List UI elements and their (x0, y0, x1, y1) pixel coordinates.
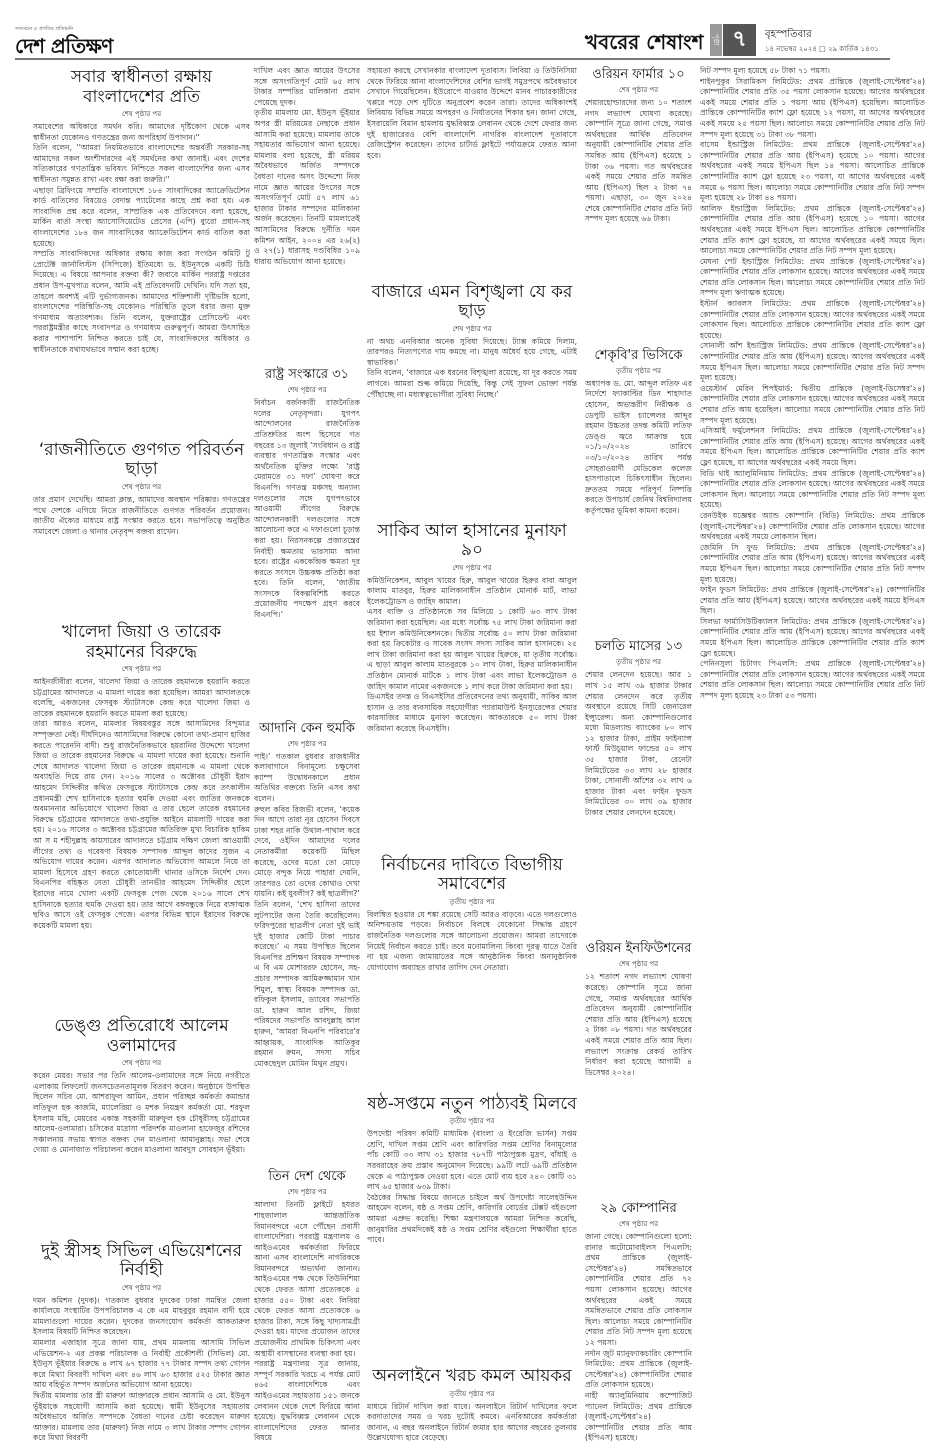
news-article (585, 66, 692, 225)
article-paragraph: এসিআই ফর্মুলেশনস লিমিটেড: প্রথম প্রান্তিকে (জুলাই-সেপ্টেম্বর'২৪) কোম্পানিটির শেয়ার প্রতি আয় (ইপিএস) হয়েছে। আগের অর্থবছরের একই সময়ে ইপিএস ছিল। আলোচিত প্রান্তিকে কোম্পানিটির শেয়ার প্রতি ক্যাশ ফ্লো হয়েছে, যা আগের অর্থবছরের একই সময়ে ছিল। (700, 426, 925, 467)
article-headline: আদানি কেন হুমকি (259, 720, 355, 736)
article-paragraph: দ্বিতীয় মামলায় তার স্ত্রী মারুফা আক্তারকে প্রধান আসামি ও মো. ইউনুস ভূঁইয়াকে সহযোগী আসামি করা হয়েছে। স্বামী ইউনুসের সহায়তায় অবৈধভাবে অর্জিত সম্পদকে বৈধতা দানের চেষ্টা করেছেন মারুফা আক্তার। মামলায় তার (মারুফা) নিজ নামে ৩ লাখ টাকার সম্পদ গোপন করে মিথ্যা বিবরণী (33, 1391, 250, 1443)
article-headline: ওরিয়ন ফার্মার ১০ (592, 67, 685, 82)
continued-from-label: তৃতীয় পৃষ্ঠার পর (616, 658, 661, 667)
news-article (33, 1015, 250, 1156)
article-continuation (254, 66, 360, 267)
continued-from-label: শেষ পৃষ্ঠার পর (452, 324, 492, 333)
news-article (33, 66, 250, 355)
article-paragraph: নাহী অ্যালুমিনিয়াম কম্পোজিট প্যানেল লিমিটেড: প্রথম প্রান্তিকে (জুলাই-সেপ্টেম্বর'২৪) কোম্পানিটির শেয়ার প্রতি আয় (ইপিএস) হয়েছে। (585, 1391, 692, 1443)
article-continuation (700, 66, 925, 702)
article-paragraph: পাই।’ গতকাল বুধবার রাজধানীর কলাবাগানে বিনামূল্যে চক্ষুসেবা ক্যাম্প উদ্বোধনকালে প্রধান অতিথির বক্তব্যে তিনি এসব কথা বলেন। (254, 751, 360, 803)
article-paragraph: ১২ শতাংশ নগদ লভ্যাংশ ঘোষণা করেছে। কোম্পানি সূত্রে জানা গেছে, সমাপ্ত অর্থবছরের আর্থিক প্রতিবেদন অনুযায়ী কোম্পানিটির শেয়ার প্রতি আয় (ইপিএস) হয়েছে ২ টাকা ০৮ পয়সা। গত অর্থবছরের একই সময়ে শেয়ার প্রতি আয় ছিল। লভ্যাংশ সংক্রান্ত রেকর্ড তারিখ নির্ধারণ করা হয়েছে আগামী ৪ ডিসেম্বর ২০২৪। (585, 972, 692, 1077)
article-paragraph: তিনি বলেন, ''আমরা নিয়মিতভাবে বাংলাদেশের অন্তর্বর্তী সরকার-সহ আমাদের সকল অংশীদারদের এই সমর্থনের কথা জানাই। এবং দেশের সত্যিকারের গণতান্ত্রিক ভবিষ্যৎ নিশ্চিতে সকল বাংলাদেশির জন্য এসব স্বাধীনতা সমুন্নত রাখা এবং রক্ষা করা জরুরি।'' (33, 143, 250, 185)
article-paragraph: তারা আরও বলেন, মামলার বিষয়বস্তুর সঙ্গে আসামিদের বিন্দুমাত্র সম্পৃক্ততা নেই। দীর্ঘদিনেও আসামিদের বিরুদ্ধে কোনো তথ্য-প্রমাণ হাজির করতে পারেননি বাদী। শুধু রাজনৈতিকভাবে হয়রানির উদ্দেশ্যে খালেদা জিয়া ও তারেক রহমানের বিরুদ্ধে এ মামলা দায়ের করা হয়েছে। শুনানি শেষে আদালত খালেদা জিয়া ও তারেক রহমানকে এ মামলা থেকে অব্যাহতি দিয়ে রায় দেন। ২০১৬ সালের ৩ অক্টোবর চৌধুরী ইরাদ আহমেদ সিদ্দিকীর কথিত ফেসবুকে স্ট্যাটাসকে কেন্দ্র করে তৎকালীন প্রধানমন্ত্রী শেখ হাসিনাকে হত্যার হুমকি দেওয়া এবং জাতির জনককে অবমাননার অভিযোগে খালেদা জিয়া ও তার ছেলে তারেক রহমানের বিরুদ্ধে চট্টগ্রামের আদালতে তথ্য-প্রযুক্তি আইনে মামলাটি দায়ের করা হয়। ২০১৬ সালের ৩ অক্টোবর চট্টগ্রামের অতিরিক্ত মুখ্য বিচারিক হাকিম আ স ম শহীদুল্লাহ কায়সারের আদালতে চট্টগ্রাম দক্ষিণ জেলা আওয়ামী লীগের তথ্য ও গবেষণা বিষয়ক সম্পাদক আব্দুল কাদের সুজন এ অভিযোগ দায়ের করেন। এরপর আদালত অভিযোগ আমলে নিয়ে তা মামলা হিসেবে গ্রহণ করতে কোতোয়ালী থানার ওসিকে নির্দেশ দেন। বিএনপির বহিষ্কৃত নেতা চৌধুরী তানভীর আহমেদ সিদ্দিকীর ছেলে ইরাদের নামে খোলা একটি ফেসবুক পেজ থেকে ২০১৬ সালে শেখ হাসিনাকে হত্যার হুমকি দেওয়া হয়। তার আগে বঙ্গবন্ধুকে নিয়ে ব্যঙ্গাত্মক ছবিও আসে ওই ফেসবুক পেজে। এরপর বিভিন্ন স্থানে ইরাদের বিরুদ্ধে কয়েকটি মামলা হয়। (33, 719, 250, 930)
article-headline: দুই স্ত্রীসহ সিভিল এভিয়েশনের নির্বাহী (41, 1240, 242, 1281)
article-headline: ডেঙ্গু প্রতিরোধে আলেম ওলামাদের (54, 1016, 229, 1056)
article-paragraph: সমাবেশের অধিকারে সমর্থন করি। আমাদের দৃষ্টিকোণ থেকে এসব স্বাধীনতা যেকোনও গণতন্ত্রের জন্য অপরিহার্য উপাদান।'' (33, 122, 250, 142)
article-paragraph: মাধ্যমে রিটার্ন দাখিল করা যাবে। অনলাইনে রিটার্ন দাখিলের ফলে করদাতাদের সময় ও খরচ দুটোই কমবে। এনবিআরের কর্মকর্তারা জানান, এ বছর অনলাইনে রিটার্ন জমার হার আগের বছরের তুলনায় উল্লেখযোগ্য হারে বেড়েছে। (367, 1401, 577, 1443)
column-1 (33, 66, 250, 1444)
masthead (15, 24, 890, 56)
news-article (367, 1365, 577, 1444)
article-paragraph: সহায়তা করছে সেখানকার বাংলাদেশ দূতাবাস। লিবিয়া ও তিউনিসিয়া থেকে ফিরিয়ে আনা বাংলাদেশিদের বেশির ভাগই সমুদ্রপথে অবৈধভাবে সেখানে গিয়েছিলেন। ইউরোপে যাওয়ার উদ্দেশে মানব পাচারকারীদের খপ্পরে পড়ে দেশ দুটিতে অনুপ্রবেশ করেন তারা। তাদের অধিকাংশই লিবিয়ায় বিভিন্ন সময়ে অপহরণ ও নির্যাতনের শিকার হন। জানা গেছে, ইসরায়েলি বিমান হামলায় যুদ্ধবিধ্বস্ত লেবানন থেকে দেশে ফেরার জন্য দুই হাজারেরও বেশি বাংলাদেশি নাগরিক বাংলাদেশ দূতাবাসে রেজিস্ট্রেশন করেছেন। তাদের চার্টার্ড ফ্লাইটে পর্যায়ক্রমে ফেরত আনা হবে। (367, 66, 577, 160)
article-paragraph: নির্বাচন বর্জনকারী রাজনৈতিক দলের নেতৃবৃন্দরা। যুগপৎ আন্দোলনের রাজনৈতিক প্রতিশ্রুতির অংশ হিসেবে গত বছরের ১৩ জুলাই ‘সংবিধান ও রাষ্ট্র ব্যবস্থার গণতান্ত্রিক সংস্কার এবং অর্থনৈতিক মুক্তির লক্ষ্যে ‘রাষ্ট্র মেরামতে ৩১ দফা’ ঘোষণা করে বিএনপি। গণতন্ত্র মঞ্চসহ অন্যান্য দলগুলোর সঙ্গে যুগপৎভাবে আওয়ামী লীগের বিরুদ্ধে আন্দোলনকারী দলগুলোর সঙ্গে আলোচনা করে এ দফাগুলো চূড়ান্ত করা হয়। নিরসনকল্পে প্রজাতন্ত্রের নির্বাহী ক্ষমতায় ভারসাম্য আনা হবে। রাষ্ট্রের এককেন্দ্রিক ক্ষমতা দূর করতে সংসদে উচ্চকক্ষ প্রতিষ্ঠা করা হবে। তিনি বলেন, ‘জাতীয় সংসদকে বিকল্পবিশিষ্ট করতে প্রয়োজনীয় পদক্ষেপ গ্রহণ করবে বিএনপি।’ (254, 398, 360, 620)
news-article (33, 1240, 250, 1444)
news-article (254, 720, 360, 1070)
article-paragraph: এসব ব্যক্তি ও প্রতিষ্ঠানকে সব মিলিয়ে ১ কোটি ৬৩ লাখ টাকা জরিমানা করা হয়েছিল। এর মধ্যে সর্বোচ্চ ৭৫ লাখ টাকা জরিমানা করা হয় ইশাল কমিউনিকেশনকে। দ্বিতীয় সর্বোচ্চ ৫০ লাখ টাকা জরিমানা করা হয় ক্রিকেটার ও সাবেক সংসদ সদস্য সাকিব আল হাসানকে। ২৫ লাখ টাকা জরিমানা করা হয় আবুল খায়ের হিরুকে, যা তৃতীয় সর্বোচ্চ। এ ছাড়া আবুল কালাম মাতবুরকে ১০ লাখ টাকা, হিরুর মালিকানাধীন প্রতিষ্ঠান মোনার্ক মার্টকে ১ লাখ টাকা এবং লাভা ইলেকট্রোডস ও জাহিদ কামাল নামের একজনকে ১ লাখ করে টাকা জরিমানা করা হয়। (367, 607, 577, 691)
continued-from-label: শেষ পৃষ্ঠার পর (618, 960, 659, 969)
article-paragraph: শেয়ারহোল্ডারদের জন্য ১০ শতাংশ নগদ লভ্যাংশ ঘোষণা করেছে। কোম্পানি সূত্রে জানা গেছে, সমাপ্ত অর্থবছরের আর্থিক প্রতিবেদন অনুযায়ী কোম্পানিটির শেয়ার প্রতি সমন্বিত আয় (ইপিএস) হয়েছে ১ টাকা ৩৬ পয়সা। গত অর্থবছরের একই সময়ে শেয়ার প্রতি সমন্বিত আয় (ইপিএস) ছিল ২ টাকা ৭৪ পয়সা। এছাড়া, ৩০ জুন ২০২৪ শেষে কোম্পানিটির শেয়ার প্রতি নিট সম্পদ মূল্য হয়েছে ৬৬ টাকা। (585, 97, 692, 224)
article-headline: সবার স্বাধীনতা রক্ষায় বাংলাদেশের প্রতি (70, 67, 213, 107)
page-label: পৃষ্ঠা (710, 24, 722, 56)
column-4 (585, 66, 692, 1444)
article-paragraph: অধ্যাপক ড. মো. আব্দুল লতিফ এর নির্দেশে ফ্যাকাল্টির ডিন শাহাদাত হোসেন, অভ্যন্তরীণ নিরীক্ষক ও ডেপুটি ভাইস চ্যান্সেলর আব্দুর রহমান উচ্চতর তদন্ত কমিটি লতিফ ডেঙ্গু জ্বরে আক্রান্ত হয়ে ০১/১০/২০২৪ তারিখে ০৩/১০/২০২৪ তারিখ পর্যন্ত সোহরাওয়ার্দী মেডিকেল কলেজ হাসপাতালে চিকিৎসাধীন ছিলেন। দ্রুততম সময়ে পরিপূর্ণ নিষ্পত্তি করতে উপাচার্য জেনিথ বিশ্ববিদ্যালয় কর্তৃপক্ষের ভূমিকা কামনা করেন। (585, 378, 692, 515)
continued-from-label: শেষ পৃষ্ঠার পর (287, 1188, 327, 1197)
continued-from-label: তৃতীয় পৃষ্ঠার পর (616, 366, 661, 375)
article-headline: ‘রাজনীতিতে গুণগত পরিবর্তন ছাড়া (38, 439, 245, 480)
news-article (33, 621, 250, 931)
article-paragraph: জেমিনি সি ফুড লিমিটেড: প্রথম প্রান্তিকে (জুলাই-সেপ্টেম্বর'২৪) কোম্পানিটির শেয়ার প্রতি আয় (ইপিএস) হয়েছে। আগের অর্থবছরের একই সময়ে ইপিএস ছিল। আলোচ্য সময়ে কোম্পানিটির শেয়ার প্রতি নিট সম্পদ মূল্য হয়েছে। (700, 542, 925, 584)
column-5 (700, 66, 925, 1444)
article-paragraph: সোনালী আঁশ ইন্ডাস্ট্রিজ লিমিটেড: প্রথম প্রান্তিকে (জুলাই-সেপ্টেম্বর'২৪) কোম্পানিটির শেয়ার প্রতি আয় (ইপিএস) হয়েছে। আগের অর্থবছরের একই সময়ে ইপিএস ছিল। আলোচ্য সময়ে কোম্পানিটির শেয়ার প্রতি নিট সম্পদ মূল্য হয়েছে। (700, 341, 925, 383)
article-paragraph: শেয়ার লেনদেন হয়েছে। আর ১ লাখ ১৫ লাখ ৩৯ হাজার টাকার শেয়ার লেনদেন করে তৃতীয় অবস্থানে রয়েছে সিটি জেনারেল ইন্স্যুরেন্স। অন্য কোম্পানিগুলোর মধ্যে মিডল্যান্ড ব্যাংকের ৮০ লাখ ১২ হাজার টাকা, প্রাইম ফাইন্যান্স ফার্স্ট মিউচুয়াল ফান্ডের ৫০ লাখ ৩৫ হাজার টাকা, রেনেটা লিমিটেডের ৩৩ লাখ ২৮ হাজার টাকা, সোনালী আঁশের ৩২ লাখ ৬ হাজার টাকা এবং ফাইন ফুডস লিমিটেডের ৩০ লাখ ৩৯ হাজার টাকার শেয়ার লেনদেন হয়েছে। (585, 670, 692, 818)
article-paragraph: বিডি থাই অ্যালুমিনিয়াম লিমিটেড: প্রথম প্রান্তিকে (জুলাই-সেপ্টেম্বর'২৪) কোম্পানিটির শেয়ার প্রতি লোকসান হয়েছে। আগের অর্থবছরের একই সময়ে লোকসান ছিল। আলোচ্য সময়ে কোম্পানিটির শেয়ার প্রতি নিট সম্পদ মূল্য হয়েছে। (700, 468, 925, 510)
article-paragraph: নিট সম্পদ মূল্য হয়েছে ৫৮ টাকা ৭১ পয়সা। (700, 66, 830, 75)
article-paragraph: আলিফ ইন্ডাস্ট্রিজ লিমিটেড: প্রথম প্রান্তিকে (জুলাই-সেপ্টেম্বর'২৪) কোম্পানিটির শেয়ার প্রতি আয় (ইপিএস) হয়েছে ১০ পয়সা। আগের অর্থবছরের একই সময়ে ইপিএস ছিল। আলোচিত প্রান্তিকে কোম্পানিটির শেয়ার প্রতি ক্যাশ ফ্লো হয়েছে, যা আগের অর্থবছরের একই সময়ে ছিল। আলোচ্য সময়ে কোম্পানিটির শেয়ার প্রতি নিট সম্পদ মূল্য হয়েছে। (700, 203, 925, 256)
article-paragraph: কমিউনিকেশন, আবুল খায়ের হিরু, আবুল খায়ের হিরুর বাবা আবুল কালাম মাতবুর, হিরুর মালিকানাধীন প্রতিষ্ঠান মোনার্ক মার্ট, লাভা ইলেকট্রোডস ও জাহিদ কামাল। (367, 575, 577, 606)
article-paragraph: উপদেষ্টা পরিষদ কমিটি মাধ্যমিক (বাংলা ও ইংরেজি ভার্সন) সপ্তম শ্রেণি, দাখিল সপ্তম শ্রেণি এবং কারিগরির সপ্তম শ্রেণির বিনামূল্যের পাঁচ কোটি ৩৩ লাখ ৩১ হাজার ৭৮৭টি পাঠ্যপুস্তক মুদ্রণ, বাঁধাই ও সরবরাহের ক্রয় প্রস্তাব অনুমোদন দিয়েছে। ৯৯টি লটে ৬৯টি প্রতিষ্ঠান থেকে এ পাঠ্যপুস্তক নেওয়া হবে। এতে মোট ব্যয় হবে ২৪০ কোটি ৩১ লাখ ৬৫ হাজার ৬৩৯ টাকা। (367, 1129, 577, 1192)
article-paragraph: পররাষ্ট্র মন্ত্রণালয় সূত্র জানায়, সম্পূর্ণ সরকারি খরচে এ পর্যন্ত মোট ৪৬৫ বাংলাদেশিকে এবং আইওএমের সহায়তায় ১৫১ জনকে লেবানন থেকে দেশে ফিরিয়ে আনা হয়েছে। যুদ্ধবিধ্বস্ত লেবানন থেকে বাংলাদেশিদের ফেরত আনার বিষয়ে (254, 1359, 360, 1443)
issue-day: বৃহস্পতিবার (765, 29, 812, 40)
news-article (367, 854, 577, 974)
article-paragraph: শাইনপুকুর সিরামিকস লিমিটেড: প্রথম প্রান্তিকে (জুলাই-সেপ্টেম্বর'২৪) কোম্পানিটির শেয়ার প্রতি ৩৫ পয়সা লোকসান হয়েছে। আগের অর্থবছরের একই সময়ে শেয়ার প্রতি ১ পয়সা আয় (ইপিএস) হয়েছিল। আলোচিত প্রান্তিকে কোম্পানিটির ক্যাশ ফ্লো হয়েছে ১২ পয়সা, যা আগের অর্থবছরের একই সময়ে ২৫ পয়সা ছিল। আলোচ্য সময়ে কোম্পানিটির শেয়ার প্রতি নিট সম্পদ মূল্য হয়েছে ৩১ টাকা ৩৮ পয়সা। (700, 76, 925, 139)
continued-from-label: শেষ পৃষ্ঠার পর (121, 665, 162, 674)
article-paragraph: এছাড়া ব্রিফিংয়ে সম্প্রতি বাংলাদেশে ১৮৪ সাংবাদিকের অ্যাক্রেডিটেশন কার্ড বাতিলের বিষয়েও বেদান্ত প্যাটেলের কাছে প্রশ্ন করা হয়। এক সাংবাদিক প্রশ্ন করে বলেন, সাম্প্রতিক এক প্রতিবেদনে বলা হয়েছে, মার্কিন বার্তা সংস্থা অ্যাসোসিয়েটেড প্রেসের (এপি) ব্যুরো প্রধান-সহ বাংলাদেশের ১৮৪ জন সাংবাদিকের অ্যাক্রেডিটেশন কার্ড বাতিল করা হয়েছে। (33, 185, 250, 248)
article-paragraph: মামলার এজাহার সূত্রে জানা যায়, প্রথম মামলায় আসামি সিভিল এভিয়েশন-২ এর প্রকল্প পরিচালক ও নির্বাহী প্রকৌশলী (সিভিল) মো. ইউনুস ভূঁইয়ার বিরুদ্ধে ৪ লাখ ৬৭ হাজার ৭৭ টাকার সম্পদ তথ্য গোপন করে মিথ্যা বিবরণী দাখিল এবং ৪৬ লাখ ৬৩ হাজার ৫২৫ টাকার জ্ঞাত আয় বহির্ভূত সম্পদ অর্জনের অভিযোগ আনা হয়েছে। (33, 1338, 250, 1390)
continued-from-label: শেষ পৃষ্ঠার পর (121, 1059, 162, 1068)
continued-from-label: শেষ পৃষ্ঠার পর (287, 386, 327, 395)
continued-from-label: শেষ পৃষ্ঠার পর (121, 1283, 162, 1292)
continued-from-label: শেষ পৃষ্ঠার পর (618, 1220, 659, 1229)
continued-from-label: শেষ পৃষ্ঠার পর (618, 85, 659, 94)
page-number: ৭ (723, 24, 756, 56)
article-paragraph: পেনিনসুলা চিটাগং পিএলসি: প্রথম প্রান্তিকে (জুলাই-সেপ্টেম্বর'২৪) কোম্পানিটির শেয়ার প্রতি লোকসান হয়েছে। আগের অর্থবছরের একই সময়ে শেয়ার প্রতি লোকসান ছিল। আলোচ্য সময়ে কোম্পানিটির শেয়ার প্রতি নিট সম্পদ মূল্য হয়েছে ২৩ টাকা ৫৩ পয়সা। (700, 659, 925, 701)
article-headline: অনলাইনে খরচ কমল আয়কর (372, 1366, 572, 1387)
article-headline: চলতি মাসের ১৩ (594, 639, 683, 655)
continued-from-label: শেষ পৃষ্ঠার পর (452, 563, 492, 572)
article-paragraph: জানা গেছে। কোম্পানিগুলো হলো: রানার অটোমোবাইলস পিএলসি: প্রথম প্রান্তিকে (জুলাই-সেপ্টেম্বর'২৪) সমন্বিতভাবে কোম্পানিটির শেয়ার প্রতি ৭২ পয়সা লোকসান হয়েছে। আগের অর্থবছরের একই সময়ে সমন্বিতভাবে শেয়ার প্রতি লোকসান ছিল। আলোচ্য সময়ে কোম্পানিটির শেয়ার প্রতি নিট সম্পদ মূল্য হয়েছে ১২ পয়সা। (585, 1232, 692, 1348)
column-2 (254, 66, 360, 1444)
article-paragraph: তিনি বলেন, ‘শেখ হাসিনা তাদের লুটপাটের জন্য তৈরি করেছিলেন। ফরিদপুরের ছাত্রলীগ নেতা দুই ভাই দুই হাজার কোটি টাকা পাচার করেছে।’ এ সময় উপস্থিত ছিলেন বিএনপির প্রশিক্ষণ বিষয়ক সম্পাদক এ বি এম মোশাররফ হোসেন, সহ-প্রচার সম্পাদক আমিরুজ্জামান খান শিমুল, স্বাস্থ্য বিষয়ক সম্পাদক ডা. রফিকুল ইসলাম, ড্যাবের সভাপতি ডা. হারুন আল রশিদ, জিয়া পরিষদের সভাপতি আবদুল্লাহ আল হারুন, ‘আমরা বিএনপি পরিবারে’র আহ্বায়ক, সাংবাদিক আতিকুর রহমান রুমন, সদস্য সচিব মোকছেদুল মোমিন মিথুন প্রমুখ। (254, 899, 360, 1068)
article-paragraph: ফাইন ফুডস লিমিটেড: প্রথম প্রান্তিকে (জুলাই-সেপ্টেম্বর'২৪) কোম্পানিটির শেয়ার প্রতি আয় (ইপিএস) হয়েছে। আগের অর্থবছরের একই সময়ে ইপিএস ছিল। (700, 585, 925, 616)
logo-tagline: সত্যবচন ও প্রগতির প্রতিধ্বনি (15, 26, 74, 32)
article-paragraph: রেনউইক যজ্ঞেশ্বর অ্যান্ড কোম্পানি (বিডি) লিমিটেড: প্রথম প্রান্তিকে (জুলাই-সেপ্টেম্বর'২৪) কোম্পানিটির শেয়ার প্রতি লোকসান হয়েছে। আগের অর্থবছরের একই সময়ে লোকসান ছিল। (700, 510, 925, 542)
article-paragraph: আলাদা তিনটি ফ্লাইটে হযরত শাহজালাল আন্তর্জাতিক বিমানবন্দরে এসে পৌঁছেন প্রবাসী বাংলাদেশিরা। পররাষ্ট্র মন্ত্রণালয় ও আইওএমের কর্মকর্তারা ফিরিয়ে আনা এসব বাংলাদেশি নাগরিককে বিমানবন্দরে অভ্যর্থনা জানান। আইওএমের পক্ষ থেকে তিউনিশিয়া থেকে ফেরত আসা প্রত্যেককে ৫ হাজার ৫৫০ টাকা এবং লিবিয়া থেকে ফেরত আসা প্রত্যেককে ৬ হাজার টাকা, সঙ্গে কিছু খাদ্যসামগ্রী দেওয়া হয়। যাদের প্রয়োজন তাদের প্রয়োজনীয় প্রাথমিক চিকিৎসা এবং অস্থায়ী বাসস্থানের ব্যবস্থা করা হয়। (254, 1200, 360, 1358)
article-paragraph: ওয়েস্টার্ন মেরিন শিপইয়ার্ড: দ্বিতীয় প্রান্তিকে (জুলাই-ডিসেম্বর'২৪) কোম্পানিটির শেয়ার প্রতি লোকসান হয়েছে। আগের অর্থবছরের একই সময়ে শেয়ার প্রতি আয় হয়েছিল। আলোচ্য সময়ে কোম্পানিটির শেয়ার প্রতি নিট সম্পদ মূল্য হয়েছে। (700, 383, 925, 425)
continued-from-label: শেষ পৃষ্ঠার পর (121, 110, 162, 119)
article-paragraph: আইনজীবীরা বলেন, খালেদা জিয়া ও তারেক রহমানকে হয়রানি করতে চট্টগ্রামের আদালতে এ মামলা দায়ের করা হয়েছিল। আমরা আদালতকে বলেছি, একজনের ফেসবুক স্ট্যাটাসকে কেন্দ্র করে খালেদা জিয়া ও তারেক রহমানকে হয়রানি করতে মামলা করা হয়েছে। (33, 677, 250, 718)
article-paragraph: ডিএসইর তদন্ত ও বিএসইসির প্রতিবেদনের তথ্য অনুযায়ী, সাকিব আল হাসান ও তার ব্যবসায়িক সহযোগীরা প্যারামাউন্ট ইনস্যুরেন্সের শেয়ার কারসাজির মাধ্যমে মুনাফা করেছেন। আকতারকে ৫০ লাখ টাকা জরিমানা করেছে বিএসইসি। (367, 692, 577, 733)
continued-from-label: তৃতীয় পৃষ্ঠার পর (449, 1389, 495, 1398)
news-article (254, 1168, 360, 1444)
article-paragraph: নর্দান জুট ম্যানুফ্যাকচারিং কোম্পানি লিমিটেড: প্রথম প্রান্তিকে (জুলাই-সেপ্টেম্বর'২৪) কোম্পানিটির শেয়ার প্রতি লোকসান হয়েছে। (585, 1348, 692, 1390)
article-paragraph: রুহুল কবির রিজভী বলেন, ‘কয়েক দিন আগে তারা নূর হোসেন দিবসে ঢাকা শহর নাকি উথাল-পাথাল করে দেবে, ওইদিন আমাদের দলের নেতাকর্মীরা কয়েকটি মিছিল করেছে, ওদের মতো তো মোড়ে মোড়ে বন্দুক নিয়ে পাহারা দেয়নি, তারপরও তো ওদের কোথাও দেখা যায়নি। কই যুবলীগ? কই ছাত্রলীগ?’ (254, 804, 360, 899)
article-headline: ওরিয়ন ইনফিউশনের (585, 941, 692, 957)
article-paragraph: সিলভা ফার্মাসিউটিক্যালস লিমিটেড: প্রথম প্রান্তিকে (জুলাই-সেপ্টেম্বর'২৪) কোম্পানিটির শেয়ার প্রতি আয় (ইপিএস) হয়েছে। আগের অর্থবছরের একই সময়ে ইপিএস ছিল। আলোচিত প্রান্তিকে কোম্পানিটির শেয়ার প্রতি ক্যাশ ফ্লো হয়েছে। (700, 616, 925, 658)
news-article (585, 940, 692, 1078)
article-paragraph: তার প্রমাণ দেখেছি। আমরা ক্লান্ত, আমাদের অবস্থান পরিষ্কার। গণতন্ত্রের পথে দেশকে এগিয়ে নিতে রাজনীতিতে গুণগত পরিবর্তন প্রয়োজন। জাতীয় ঐক্যের মাধ্যমে রাষ্ট্র সংস্কার করতে হবে। সভাপতিত্বে অনুষ্ঠিত সমাবেশে জেলা ও থানার নেতৃবৃন্দ বক্তব্য রাখেন। (33, 494, 250, 536)
continued-from-label: শেষ পৃষ্ঠার পর (287, 739, 327, 748)
article-headline: শেকৃবি'র ভিসিকে (594, 347, 683, 363)
article-paragraph: মেঘনা পেট ইন্ডাস্ট্রিজ লিমিটেড: প্রথম প্রান্তিকে (জুলাই-সেপ্টেম্বর'২৪) কোম্পানিটির শেয়ার প্রতি লোকসান হয়েছে। আগের অর্থবছরের একই সময়ে শেয়ার প্রতি লোকসান ছিল। আলোচ্য সময়ে কোম্পানিটির শেয়ার প্রতি নিট সম্পদ মূল্য ঋণাত্মক হয়েছে। (700, 256, 925, 298)
article-paragraph: সম্প্রতি সাংবাদিকদের অধিকার রক্ষায় কাজ করা সংগঠন কমিটি টু প্রোটেক্ট জার্নালিস্টস (সিপিজে) ইতিমধ্যে ড. ইউনূসকে একটি চিঠি দিয়েছে। এ বিষয়ে আপনার বক্তব্য কী? জবাবে মার্কিন পররাষ্ট্র দপ্তরের প্রধান উপ-মুখপাত্র বলেন, আমি এই প্রতিবেদনটি দেখিনি। যদি সত্য হয়, তাহলে অবশ্যই এটি দুর্ভাগ্যজনক। আমাদের শক্তিশালী দৃষ্টিভঙ্গি হলো, বাংলাদেশের পরিস্থিতি-সহ যেকোনও পরিস্থিতি তুলে ধরার জন্য মুক্ত গণমাধ্যম অত্যাবশ্যক। তিনি বলেন, যুক্তরাষ্ট্রের প্রেসিডেন্ট এবং পররাষ্ট্রমন্ত্রীর কাছে সংবাদপত্র ও গণমাধ্যম গুরুত্বপূর্ণ। আমরা উৎসাহিত করার পাশাপাশি নিশ্চিত করতে চাই যে, সাংবাদিকদের অধিকার ও স্বাধীনতাকে যথাযথভাবে সম্মান করা হচ্ছে। (33, 249, 250, 354)
article-headline: নির্বাচনের দাবিতে বিভাগীয় সমাবেশের (381, 854, 563, 895)
article-paragraph: ইস্টার্ন ক্যাবলস লিমিটেড: প্রথম প্রান্তিকে (জুলাই-সেপ্টেম্বর'২৪) কোম্পানিটির শেয়ার প্রতি লোকসান হয়েছে। আগের অর্থবছরের একই সময়ে লোকসান ছিল। আলোচিত প্রান্তিকে কোম্পানিটির শেয়ার প্রতি ক্যাশ ফ্লো হয়েছে। (700, 299, 925, 340)
article-paragraph: বৈঠকের সিদ্ধান্ত বিষয়ে জানতে চাইলে অর্থ উপদেষ্টা সালেহউদ্দিন আহমেদ বলেন, ষষ্ঠ ও সপ্তম শ্রেণি, কারিগরি বোর্ডের টেক্সট বইগুলো আমরা এপ্রুভ করেছি। শিক্ষা মন্ত্রণালয়কে আমরা নিশ্চিত করেছি, জানুয়ারির প্রথমদিকেই ষষ্ঠ ও সপ্তম শ্রেণির বইগুলো শিক্ষার্থীরা হাতে পাবে। (367, 1192, 577, 1245)
news-article (367, 1093, 577, 1246)
article-continuation (367, 66, 577, 161)
news-article (367, 281, 577, 401)
article-paragraph: তিনি বলেন, ‘বাজারে এক ধরনের বিশৃঙ্খলা রয়েছে, যা দূর করতে সময় লাগবে। আমরা শুল্ক কমিয়ে দিয়েছি, কিন্তু সেই সুফল ভোক্তা পর্যন্ত পৌঁছাচ্ছে না। মধ্যস্বত্বভোগীরা সুবিধা নিচ্ছে।’ (367, 368, 577, 399)
news-article (254, 366, 360, 620)
article-headline: ষষ্ঠ-সপ্তমে নতুন পাঠ্যবই মিলবে (367, 1093, 577, 1114)
article-paragraph: দাখিল এবং জ্ঞাত আয়ের উৎসের সঙ্গে অসংগতিপূর্ণ মোট ৬৫ লাখ টাকার সম্পত্তির মালিকানা প্রমাণ পেয়েছে দুদক। (254, 66, 360, 107)
continued-from-label: শেষ পৃষ্ঠার পর (121, 482, 162, 491)
continued-from-label: তৃতীয় পৃষ্ঠার পর (449, 1117, 495, 1126)
article-headline: রাষ্ট্র সংস্কারে ৩১ (264, 367, 350, 383)
article-headline: খালেদা জিয়া ও তারেক রহমানের বিরুদ্ধে (62, 622, 221, 662)
masthead-divider (15, 58, 890, 60)
news-article (585, 1200, 692, 1444)
issue-date: ১৪ নভেম্বর ২০২৪ □ ২৯ কার্তিক ১৪৩১ (765, 45, 879, 53)
article-headline: তিন দেশ থেকে (268, 1169, 346, 1185)
news-article (33, 439, 250, 537)
column-3 (367, 66, 577, 1444)
article-paragraph: বিলম্বিত হওয়ার যে শঙ্কা রয়েছে সেটি আরও বাড়বে। এতে দলগুলোও অনিশ্চয়তায় পড়বে। নির্বাচনে বিলম্বে যেকোনো সিদ্ধান্ত গ্রহণে রাজনৈতিক দলগুলোর সঙ্গে আলোচনা প্রয়োজন। আমরা তাদেরকে নিয়েই নির্বাচন করতে চাই। তবে মনোমালিন্য কিংবা দূরত্ব যাতে তৈরি না হয় এজন্য জামায়াতের সঙ্গে আনুষ্ঠানিক কিংবা অনানুষ্ঠানিক যোগাযোগ অব্যাহত রাখার তাগিদ দেন নেতারা। (367, 909, 577, 972)
news-article (585, 638, 692, 818)
news-article (585, 347, 692, 517)
continued-from-label: তৃতীয় পৃষ্ঠার পর (449, 897, 495, 906)
newspaper-logo: দেশ প্রতিক্ষণ (15, 34, 113, 58)
article-paragraph: তৃতীয় মামলায় মো. ইউনুস ভূঁইয়ার অপর স্ত্রী মরিয়মের নেছাকে প্রধান আসামি করা হয়েছে। মামলায় তাকে সহায়তার অভিযোগ আনা হয়েছে। মামলায় বলা হয়েছে, স্ত্রী মরিয়ম অবৈধভাবে অর্জিত সম্পদকে বৈধতা দানের অসৎ উদ্দেশ্যে নিজ নামে জ্ঞাত আয়ের উৎসের সঙ্গে অসংগতিপূর্ণ মোট ৫৭ লাখ ৬১ হাজার টাকার সম্পদের মালিকানা অর্জন করেছেন। তিনটি মামলাতেই আসামিদের বিরুদ্ধে দুর্নীতি দমন কমিশন আইন, ২০০৪ এর ২৬(২) ও ২৭(১) ধারাসহ দণ্ডবিধির ১০৯ ধারায় অভিযোগ আনা হয়েছে। (254, 108, 360, 266)
article-headline: বাজারে এমন বিশৃঙ্খলা যে কর ছাড় (371, 281, 573, 322)
article-headline: ২৯ কোম্পানির (600, 1201, 677, 1217)
article-paragraph: বাসেম ইন্ডাস্ট্রিজ লিমিটেড: প্রথম প্রান্তিকে (জুলাই-সেপ্টেম্বর'২৪) কোম্পানিটির শেয়ার প্রতি আয় (ইপিএস) হয়েছে ১০ পয়সা। আগের অর্থবছরের একই সময়ে ইপিএস ছিল ১৪ পয়সা। আলোচিত প্রান্তিকে কোম্পানিটির ক্যাশ ফ্লো হয়েছে ২৩ পয়সা, যা আগের অর্থবছরের একই সময়ে ৬ পয়সা ছিল। আলোচ্য সময়ে কোম্পানিটির শেয়ার প্রতি নিট সম্পদ মূল্য হয়েছে ২৮ টাকা ৪৪ পয়সা। (700, 140, 925, 203)
article-paragraph: দমন কমিশন (দুদক)। গতকাল বুধবার দুদকের ঢাকা সমন্বিত জেলা কার্যালয়ে সংস্থাটির উপপরিচালক এ কে এম মাহবুবুর রহমান বাদী হয়ে মামলাগুলো দায়ের করেন। দুদকের জনসংযোগ কর্মকর্তা আকতারুল ইসলাম বিষয়টি নিশ্চিত করেছেন। (33, 1295, 250, 1337)
section-title: খবরের শেষাংশ (585, 30, 704, 54)
article-paragraph: না অথচ এনবিআর অনেক সুবিধা দিয়েছে। ট্যাক্স কমিয়ে দিলাম, তারপরও নিত্যপণ্যের দাম কমছে না। মানুষ অধৈর্য হয়ে গেছে, এটাই স্বাভাবিক।’ (367, 336, 577, 367)
article-paragraph: করেন মেয়র। সভার পর তিনি আলেম-ওলামাদের সঙ্গে নিয়ে নগরীতে এলাকায় লিফলেট জনসচেতনতামূলক বিতরণ করেন। অনুষ্ঠানে উপস্থিত ছিলেন সচিব মো. আশরাফুল আমিন, প্রধান পরিচ্ছন্ন কর্মকর্তা কমান্ডার লতিফুল হক কাজমি, ম্যালেরিয়া ও মশক নিয়ন্ত্রণ কর্মকর্তা মো. শরফুল ইসলাম মহি, মেয়রের একান্ত সহকারী মারুফুল হক চৌধুরীসহ চট্টগ্রামের আলেম-ওলামারা। চসিকের মাদ্রাসা পরিদর্শক মাওলানা হাফেজুর রশিদের সঞ্চালনায় সভায় স্বাগত বক্তব্য দেন মাওলানা আমানুল্লাহ। সভা শেষে দোয়া ও মোনাজাত পরিচালনা করেন মাওলানা আবদুস সোবহান ভূঁইয়া। (33, 1071, 250, 1155)
news-article (367, 520, 577, 735)
article-headline: সাকিব আল হাসানের মুনাফা ৯০ (377, 520, 567, 561)
